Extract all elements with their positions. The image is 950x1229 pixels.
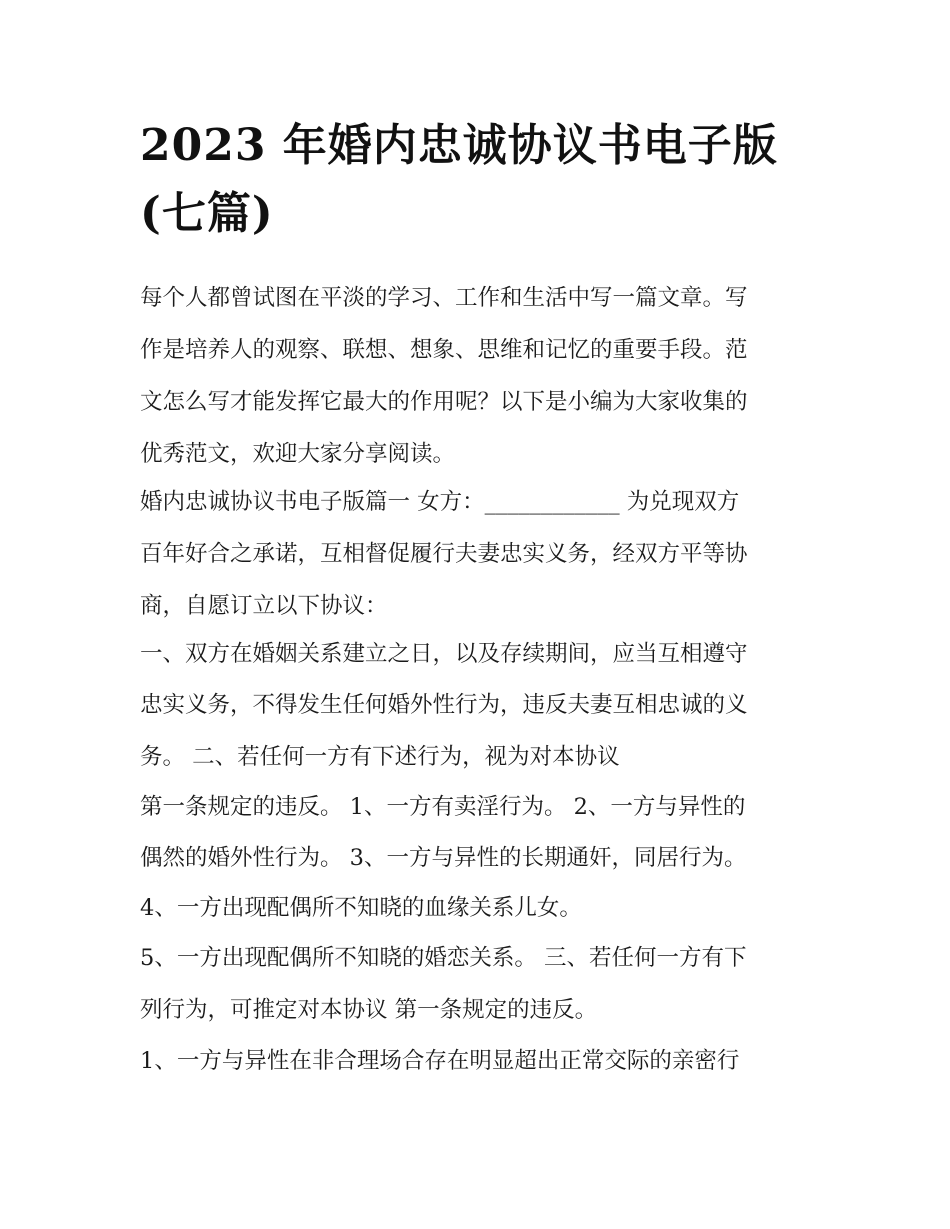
body-text-line: 4、一方出现配偶所不知晓的血缘关系儿女。 — [140, 895, 582, 921]
body-text-line: 偶然的婚外性行为。 3、一方与异性的长期通奸，同居行为。 — [140, 845, 747, 871]
body-text-line: 列行为，可推定对本协议 第一条规定的违反。 — [140, 997, 598, 1023]
body-text-line: 每个人都曾试图在平淡的学习、工作和生活中写一篇文章。写 — [140, 285, 748, 311]
title-line-2: (七篇) — [140, 188, 274, 239]
document-title — [140, 112, 840, 248]
body-text-line: 务。 二、若任何一方有下述行为，视为对本协议 — [140, 744, 620, 770]
body-text-line: 忠实义务，不得发生任何婚外性行为，违反夫妻互相忠诚的义 — [140, 692, 748, 718]
body-text-line: 百年好合之承诺，互相督促履行夫妻忠实义务，经双方平等协 — [140, 541, 748, 567]
title-line-1: 2023 年婚内忠诚协议书电子版 — [140, 120, 778, 171]
body-text-line: 文怎么写才能发挥它最大的作用呢？以下是小编为大家收集的 — [140, 389, 748, 415]
body-text-line: 商，自愿订立以下协议： — [140, 593, 388, 619]
body-text-line: 作是培养人的观察、联想、想象、思维和记忆的重要手段。范 — [140, 337, 748, 363]
body-text-line: 婚内忠诚协议书电子版篇一 女方：____________ 为兑现双方 — [140, 489, 740, 515]
body-text-line: 第一条规定的违反。 1、一方有卖淫行为。 2、一方与异性的 — [140, 794, 746, 820]
body-text-line: 1、一方与异性在非合理场合存在明显超出正常交际的亲密行 — [140, 1048, 740, 1074]
body-text-line: 5、一方出现配偶所不知晓的婚恋关系。 三、若任何一方有下 — [140, 945, 747, 971]
body-text-line: 一、双方在婚姻关系建立之日，以及存续期间，应当互相遵守 — [140, 641, 748, 667]
body-text-line: 优秀范文，欢迎大家分享阅读。 — [140, 441, 456, 467]
